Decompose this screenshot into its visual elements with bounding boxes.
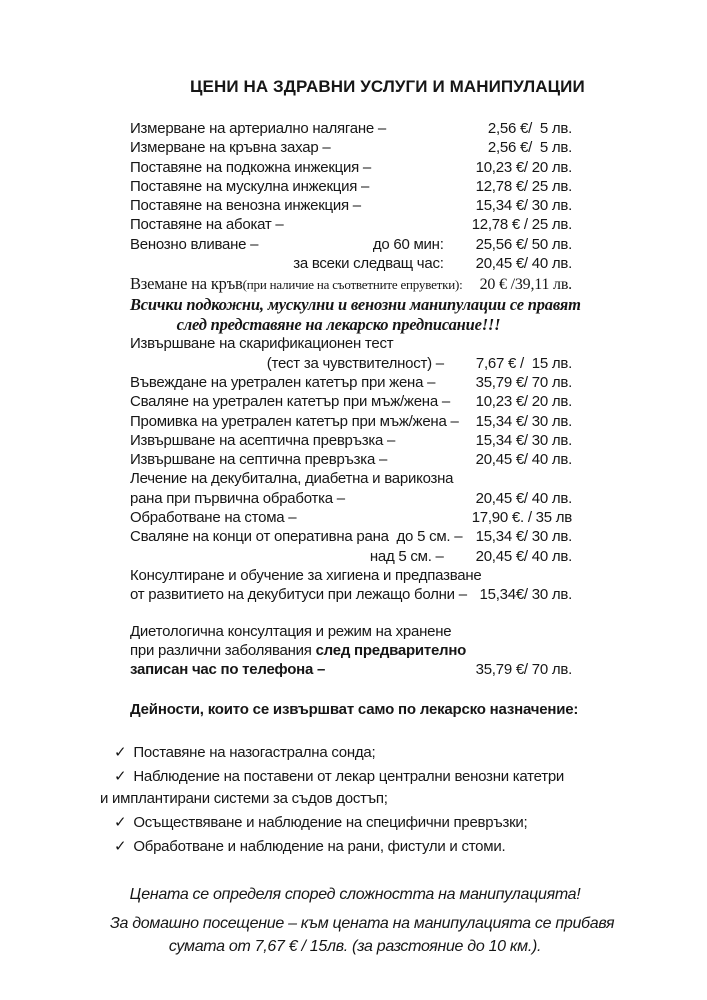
price-value: 15,34 €/ 30 лв. — [475, 412, 572, 430]
price-row — [130, 334, 572, 353]
service-label: Поставяне на подкожна инжекция – — [130, 158, 372, 176]
price-value: 10,23 €/ 20 лв. — [475, 158, 572, 176]
price-row — [130, 196, 572, 215]
footer-note-complexity: Цената се определя според сложността на манипулацията! — [129, 886, 581, 904]
service-label: Извършване на асептична превръзка – — [130, 431, 396, 449]
service-note: (при наличие на съответните епруветки): — [242, 277, 463, 293]
service-label: Промивка на уретрален катетър при мъж/жена – — [130, 412, 459, 430]
price-value: 20 € /39,11 лв. — [479, 276, 572, 294]
price-row — [130, 450, 572, 469]
service-label: записан час по телефона – — [130, 661, 326, 679]
service-sub-label: до 60 мин: — [372, 235, 444, 253]
checklist-item-label: Обработване и наблюдение на рани, фистули и стоми. — [133, 837, 506, 855]
price-list-top — [130, 119, 572, 273]
service-label: Поставяне на венозна инжекция – — [130, 197, 361, 215]
price-list-bottom — [130, 334, 572, 604]
check-icon: ✓ — [114, 837, 127, 855]
price-row — [130, 489, 572, 508]
price-row — [130, 392, 572, 411]
service-label: Поставяне на абокат – — [130, 216, 284, 234]
price-row — [130, 566, 572, 585]
service-label: Сваляне на конци от оперативна рана до 5 см. – — [130, 528, 463, 546]
price-row — [130, 508, 572, 527]
service-label: Извършване на септична превръзка – — [130, 451, 388, 469]
price-value: 20,45 €/ 40 лв. — [475, 255, 572, 273]
price-value: 35,79 €/ 70 лв. — [475, 373, 572, 391]
footer-note-home-visit-price: сумата от 7,67 € / 15лв. (за разстояние до 10 км.). — [168, 938, 542, 956]
price-row — [130, 119, 572, 138]
service-label: при различни заболявания след предварително — [130, 641, 467, 659]
check-icon: ✓ — [114, 744, 127, 762]
price-value: 20,45 €/ 40 лв. — [475, 489, 572, 507]
checklist-item-label: Поставяне на назогастрална сонда; — [133, 744, 376, 762]
service-label: Лечение на декубитална, диабетна и варикозна — [130, 470, 454, 488]
notice-line: след представяне на лекарско предписание!!! — [176, 314, 501, 334]
price-row — [130, 585, 572, 604]
checklist-item — [100, 766, 572, 809]
price-row — [130, 412, 572, 431]
price-row — [130, 527, 572, 546]
price-value: 15,34€/ 30 лв. — [479, 586, 572, 604]
service-label: от развитието на декубитуси при лежащо болни – — [130, 586, 467, 604]
price-value: 15,34 €/ 30 лв. — [475, 528, 572, 546]
checklist-item — [100, 742, 572, 764]
price-row — [130, 622, 572, 641]
price-row — [130, 235, 572, 254]
price-row — [130, 469, 572, 488]
service-label: Диетологична консултация и режим на хранене — [130, 622, 452, 640]
service-label: Измерване на кръвна захар – — [130, 139, 331, 157]
price-row — [130, 641, 572, 660]
price-row — [130, 254, 572, 273]
service-label: Обработване на стома – — [130, 509, 297, 527]
checklist-item-label: Наблюдение на поставени от лекар централни венозни катетри и имплантирани системи за съдов достъп; — [100, 768, 565, 807]
checklist-item-label: Осъществяване и наблюдение на специфични превръзки; — [133, 813, 528, 831]
checklist-item — [100, 836, 572, 858]
price-value: 17,90 €. / 35 лв — [471, 509, 572, 527]
service-label: Сваляне на уретрален катетър при мъж/жена – — [130, 393, 450, 411]
service-label: Въвеждане на уретрален катетър при жена – — [130, 373, 436, 391]
check-icon: ✓ — [114, 813, 127, 831]
price-value: 12,78 € / 25 лв. — [471, 216, 572, 234]
service-sub-label: (тест за чувствителност) – — [266, 354, 444, 372]
price-row — [130, 660, 572, 679]
service-label: Консултиране и обучение за хигиена и предпазване — [130, 566, 482, 584]
price-value: 25,56 €/ 50 лв. — [475, 235, 572, 253]
service-label: Вземане на кръв — [130, 274, 243, 294]
page-title: ЦЕНИ НА ЗДРАВНИ УСЛУГИ И МАНИПУЛАЦИИ — [190, 77, 585, 96]
checklist-item — [100, 812, 572, 834]
price-value: 20,45 €/ 40 лв. — [475, 547, 572, 565]
service-label: Измерване на артериално налягане – — [130, 120, 387, 137]
doctor-orders-heading: Дейности, които се извършват само по лекарско назначение: — [130, 701, 579, 719]
price-value: 10,23 €/ 20 лв. — [475, 393, 572, 411]
price-value: 15,34 €/ 30 лв. — [475, 197, 572, 215]
price-value: 20,45 €/ 40 лв. — [475, 451, 572, 469]
price-value: 2,56 €/ 5 лв. — [487, 120, 572, 137]
price-value: 7,67 € / 15 лв. — [475, 354, 572, 372]
diet-consultation-block — [130, 622, 572, 680]
doctor-orders-checklist — [100, 742, 572, 857]
price-row — [130, 177, 572, 196]
price-row — [130, 547, 572, 566]
service-label: Венозно вливане – — [130, 235, 259, 253]
blood-draw-row — [130, 273, 572, 295]
price-value: 2,56 €/ 5 лв. — [487, 139, 572, 157]
prescription-notice — [130, 295, 581, 334]
check-icon: ✓ — [114, 768, 127, 786]
price-row — [130, 158, 572, 177]
price-row — [130, 431, 572, 450]
service-sub-label: над 5 см. – — [369, 547, 444, 565]
price-row — [130, 215, 572, 234]
price-row — [130, 138, 572, 157]
service-label: рана при първична обработка – — [130, 489, 345, 507]
price-value: 35,79 €/ 70 лв. — [475, 661, 572, 679]
notice-line: Всички подкожни, мускулни и венозни манипулации се правят — [130, 295, 581, 315]
footer-notes — [110, 883, 615, 958]
service-label: Извършване на скарификационен тест — [130, 335, 394, 353]
price-row — [130, 373, 572, 392]
price-value: 12,78 €/ 25 лв. — [475, 177, 572, 195]
service-label: Поставяне на мускулна инжекция – — [130, 177, 370, 195]
price-value: 15,34 €/ 30 лв. — [475, 431, 572, 449]
footer-note-home-visit: За домашно посещение – към цената на манипулацията се прибавя — [110, 915, 615, 933]
service-sub-label: за всеки следващ час: — [293, 255, 444, 273]
price-row — [130, 354, 572, 373]
